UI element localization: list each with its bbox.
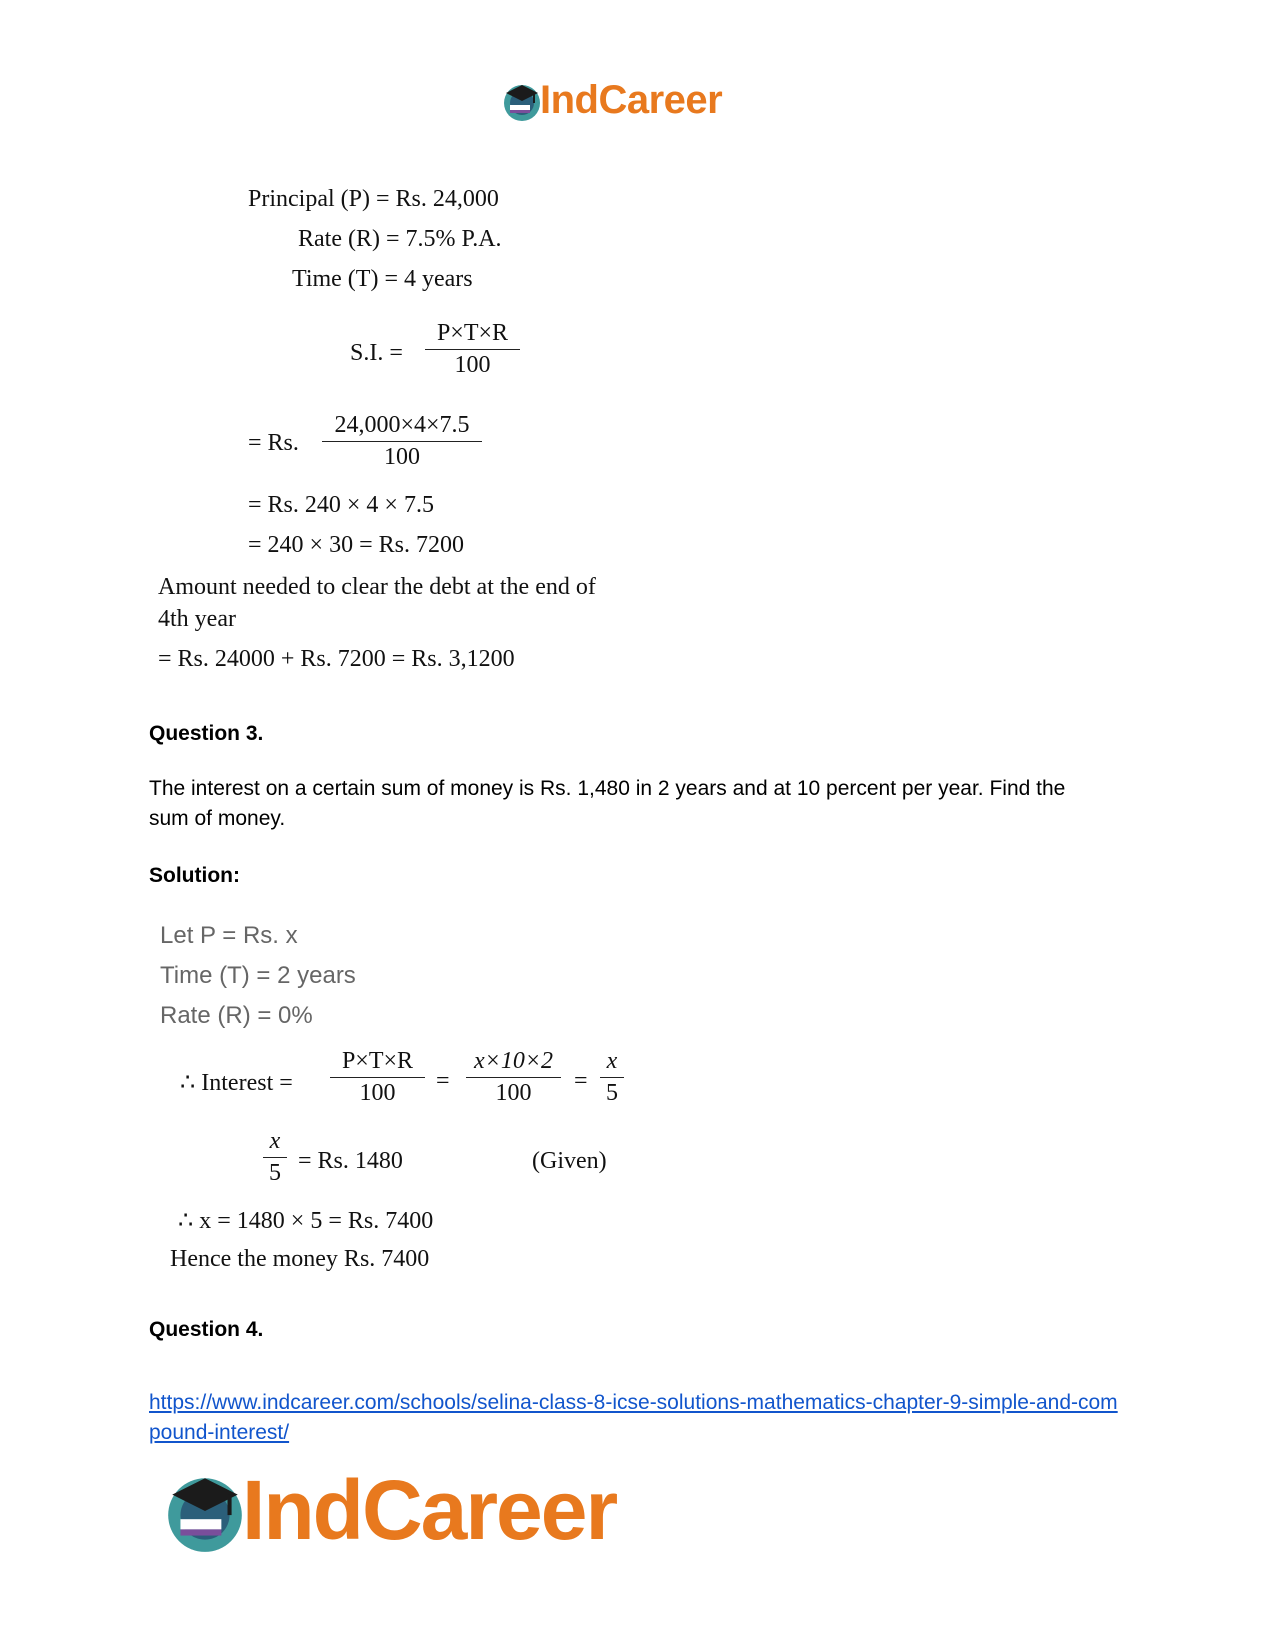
graduation-cap-icon	[160, 1466, 250, 1556]
si-denominator: 100	[454, 352, 491, 378]
fraction-1-numerator: P×T×R	[330, 1048, 425, 1078]
source-link[interactable]: https://www.indcareer.com/schools/selina-class-8-icse-solutions-mathematics-chapter-9-simple-and-compound-interest/	[149, 1391, 1118, 1444]
interest-fraction-3	[600, 1048, 624, 1107]
interest-fraction-1	[330, 1048, 425, 1107]
amount-line-1: Amount needed to clear the debt at the end of	[158, 574, 596, 600]
interest-label: ∴ Interest =	[180, 1070, 293, 1096]
question-3-text: The interest on a certain sum of money is Rs. 1,480 in 2 years and at 10 percent per year. Find the sum of money.	[149, 777, 1066, 830]
fraction-2-numerator: x×10×2	[466, 1048, 561, 1078]
rate-line-q3: Rate (R) = 0%	[160, 1002, 313, 1029]
solution-heading: Solution:	[149, 864, 240, 887]
time-2-years-line: Time (T) = 2 years	[160, 962, 356, 989]
eq1-prefix: = Rs.	[248, 430, 299, 456]
interest-fraction-2	[466, 1048, 561, 1107]
si-fraction	[425, 320, 520, 379]
equals-sign-2: =	[574, 1068, 588, 1094]
conclusion-line: Hence the money Rs. 7400	[170, 1246, 430, 1272]
fraction-1-denominator: 100	[359, 1080, 396, 1106]
amount-result: = Rs. 24000 + Rs. 7200 = Rs. 3,1200	[158, 646, 515, 672]
fraction-2-denominator: 100	[495, 1080, 532, 1106]
header-logo	[500, 78, 722, 123]
given-fraction	[263, 1128, 287, 1187]
eq1-numerator: 24,000×4×7.5	[322, 412, 482, 442]
given-label: (Given)	[532, 1148, 607, 1174]
eq1-fraction	[322, 412, 482, 471]
eq3-line: = 240 × 30 = Rs. 7200	[248, 532, 464, 558]
given-fraction-denominator: 5	[269, 1160, 281, 1186]
equals-sign-1: =	[436, 1068, 450, 1094]
question-3-heading: Question 3.	[149, 722, 264, 745]
rate-line: Rate (R) = 7.5% P.A.	[298, 226, 502, 252]
amount-line-2: 4th year	[158, 606, 236, 632]
x-result-line: ∴ x = 1480 × 5 = Rs. 7400	[178, 1208, 434, 1234]
fraction-3-denominator: 5	[606, 1080, 618, 1106]
header-logo-text: IndCareer	[540, 78, 723, 122]
si-numerator: P×T×R	[425, 320, 520, 350]
given-fraction-numerator: x	[263, 1128, 287, 1158]
time-line: Time (T) = 4 years	[292, 266, 473, 292]
eq2-line: = Rs. 240 × 4 × 7.5	[248, 492, 434, 518]
fraction-3-numerator: x	[600, 1048, 624, 1078]
principal-line: Principal (P) = Rs. 24,000	[248, 186, 499, 212]
question-4-heading: Question 4.	[149, 1318, 264, 1341]
given-equation: = Rs. 1480	[298, 1148, 403, 1174]
footer-logo-text: IndCareer	[242, 1463, 617, 1557]
eq1-denominator: 100	[384, 444, 420, 470]
let-p-line: Let P = Rs. x	[160, 922, 298, 949]
si-label: S.I. =	[350, 340, 403, 366]
footer-logo	[160, 1462, 616, 1559]
graduation-cap-icon	[500, 79, 544, 123]
